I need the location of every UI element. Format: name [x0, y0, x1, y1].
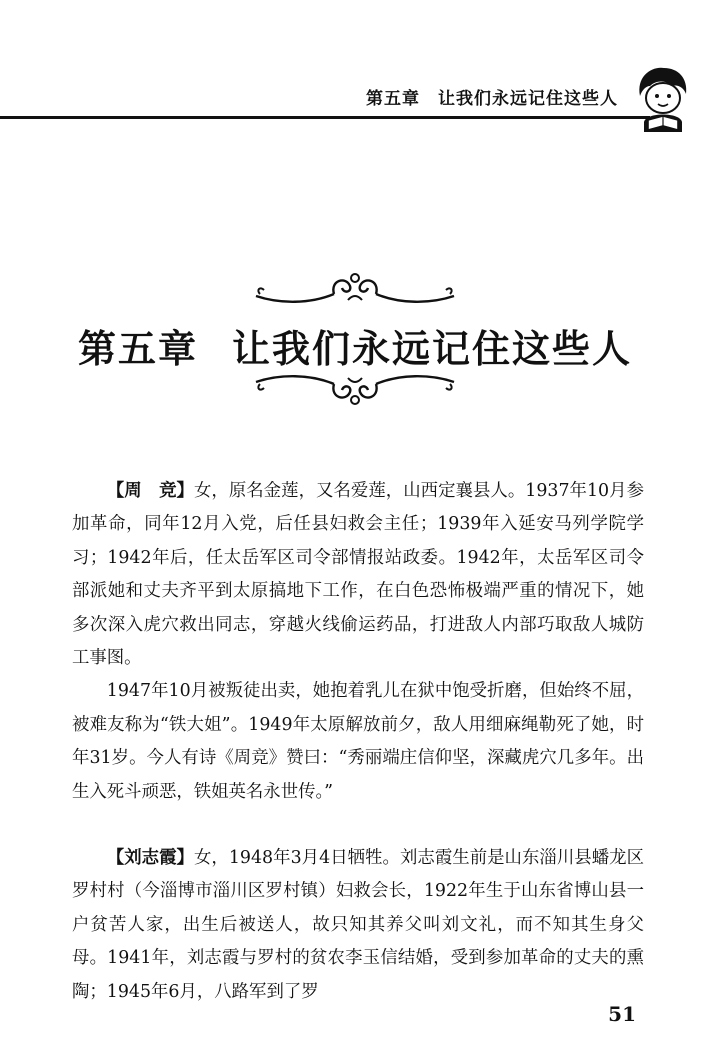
entry-text: 女，1948年3月4日牺牲。刘志霞生前是山东淄川县蟠龙区罗村村（今淄博市淄川区罗村镇）妇救会长，1922年生于山东省博山县一户贫苦人家，出生后被送人，故只知其养父叫刘文礼，而不知其生身父母。1941年，刘志霞与罗村的贫农李玉信结婚，受到参加革命的丈夫的熏陶；1945年6月，八路军到了罗 — [72, 848, 644, 1002]
chapter-title — [0, 318, 710, 373]
entry-text: 女，原名金莲，又名爱莲，山西定襄县人。1937年10月参加革命，同年12月入党，后任县妇救会主任；1939年入延安马列学院学习；1942年后，任太岳军区司令部情报站政委。1942年，太岳军区司令部派她和丈夫齐平到太原搞地下工作，在白色恐怖极端严重的情况下，她多次深入虎穴救出同志，穿越火线偷运药品，打进敌人内部巧取敌人城防工事图。 — [72, 481, 644, 669]
body-text — [72, 475, 644, 1009]
paragraph — [72, 842, 644, 1009]
page-header — [0, 0, 710, 140]
paragraph: 1947年10月被叛徒出卖，她抱着乳儿在狱中饱受折磨，但始终不屈，被难友称为“铁大姐”。1949年太原解放前夕，敌人用细麻绳勒死了她，时年31岁。今人有诗《周竞》赞曰：“秀丽端庄信仰坚，深藏虎穴几多年。出生入死斗顽恶，铁姐英名永世传。” — [72, 681, 644, 802]
title-ornament-top — [250, 270, 460, 310]
page-number: 51 — [608, 1002, 636, 1026]
entry-name-tag: 【刘志霞】 — [106, 848, 194, 869]
running-head: 第五章 让我们永远记住这些人 — [366, 89, 618, 109]
entry-name-tag: 【周 竞】 — [106, 481, 194, 501]
header-rule — [0, 116, 650, 119]
chapter-number: 第五章 — [77, 326, 198, 371]
reading-child-icon — [626, 62, 698, 134]
paragraph — [72, 475, 644, 675]
chapter-heading: 让我们永远记住这些人 — [232, 326, 633, 371]
title-ornament-bottom — [250, 368, 460, 408]
